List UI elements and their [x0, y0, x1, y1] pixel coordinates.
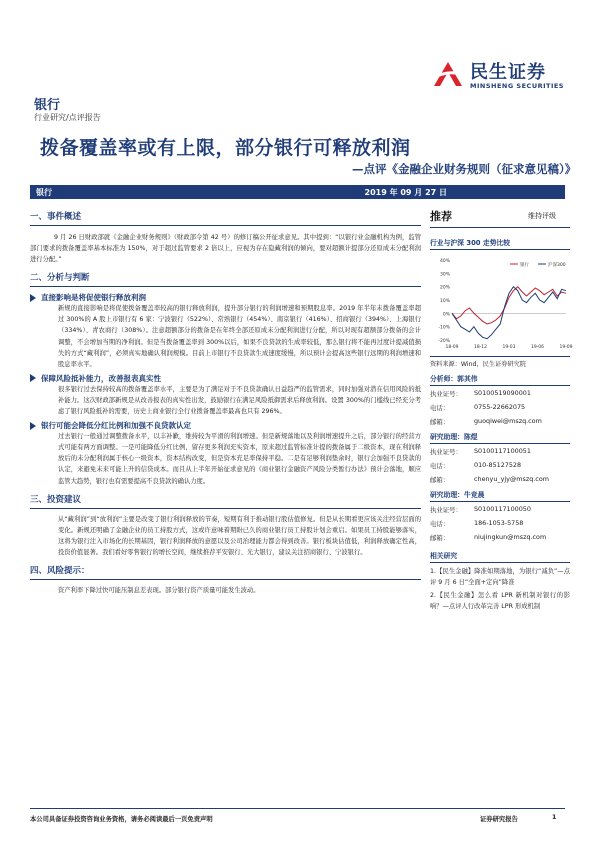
divider [30, 579, 421, 580]
x-tick-label: 18-09 [445, 345, 459, 350]
related-item[interactable]: 1.【民生金融】降准如期落地，为银行“减负”—点评 9 月 6 日“全面+定向”降准 [430, 568, 570, 587]
logo [430, 56, 570, 94]
analyst-card [430, 431, 570, 486]
related-item[interactable]: 2.【民生金融】怎么看 LPR 新机制对银行的影响？—点评人行改革完善 LPR 形成机制 [430, 592, 570, 611]
mail-row[interactable]: 邮箱： guoqiwei@mszq.com [430, 417, 542, 426]
analyst-card [430, 373, 570, 428]
paragraph: 新规的直接影响是将促使拨备覆盖率较高的银行释放利润，提升部分银行的利润增速和预期股息率。2019 年半年末拨备覆盖率超过 300%的 A 股上市银行有 6 家：宁波银行（522%）、常熟银行（454%）、南京银行（416%）、招商银行（394%）、上海银行（334%）、青农商行（308%）。注意超额部分的拨备是在年终全部还原成未分配利润进行分配，所以对现有超额部分拨备的会计调整，不会增加当期的净利润。但是当拨备覆盖率到 300%以后，如果不良贷款的生成率较低，那么银行将不能再过度计提减值损失的方式“藏利润”，必须真实地确认利润规模。目前上市银行不良贷款生成速度缓慢，所以预计会提高这些银行远期的利润增速和股息率水平。 [58, 305, 421, 368]
subsection-heading: 直接影响是将促使银行释放利润 [30, 292, 421, 303]
y-tick-label: 40% [439, 259, 450, 264]
series-line-0 [452, 287, 566, 324]
y-tick-label: -10% [438, 325, 450, 331]
mail-row[interactable]: 邮箱： niujingkun@mszq.com [430, 533, 547, 542]
footer-disclaimer: 本公司具备证券投资咨询业务资格，请务必阅读最后一页免责声明 [30, 816, 213, 823]
triangle-bullet-icon [30, 374, 36, 382]
page-number: 1 [552, 814, 557, 821]
logo-en: MINSHENG SECURITIES [470, 82, 564, 90]
subsector-label: 行业研究/点评报告 [34, 113, 101, 122]
sidebar [430, 208, 573, 612]
y-tick-label: 10% [439, 299, 450, 304]
divider [30, 508, 421, 509]
analyst-role: 分析师：郭其伟 [430, 373, 570, 386]
y-tick-label: -20% [438, 339, 450, 344]
rating-box [430, 208, 570, 228]
tel-row: 电话： 0755-22662075 [430, 403, 526, 412]
section-heading: 三、投资建议 [30, 494, 82, 505]
x-tick-label: 19-03 [502, 345, 516, 350]
info-bar [30, 185, 565, 199]
divider [30, 286, 421, 287]
cert-row: 执业证号： S0100117100051 [430, 447, 531, 456]
subsection-heading: 银行可能会降低分红比例和加强不良贷款认定 [30, 420, 421, 431]
legend-label: 沪深300 [548, 263, 566, 268]
paragraph: 从“藏利润”到“放利润”主要是改变了银行利润释放的节奏，短期有利于推动银行股估值修复。但是从长期看更应该关注经营层面的变化。新规还明确了金融企业的员工持股方式，这或许意味着期盼已久的商业银行员工持股计划会重启。如果员工持股能够落实，这将为银行注入市场化的长期基因，银行利润释放的意愿以及公司治理能力都会得到改善。银行板块估值低，利润释放确定性高，投资价值显著。我们看好零售银行的增长空间，继续推荐平安银行、光大银行，建议关注招商银行、宁波银行。 [58, 515, 421, 556]
analyst-list [430, 373, 570, 544]
tel-row: 电话： 186-1053-5758 [430, 519, 524, 528]
x-tick-label: 18-12 [473, 345, 488, 350]
trend-chart [430, 254, 573, 354]
triangle-bullet-icon [30, 294, 36, 302]
report-date: 2019 年 09 月 27 日 [364, 188, 447, 197]
divider [30, 225, 421, 226]
rating-label: 推荐 [430, 210, 452, 223]
footer-rule [30, 808, 565, 809]
chart-source: 资料来源：Wind，民生证券研究院 [430, 356, 570, 368]
paragraph: 过去银行一般通过调整拨备水平，以丰补歉，维持较为平滑的利润增速。但是新规落地以及利润增速提升之后，部分银行的经营方式可能有两方面调整。一是可能降低分红比例，留存更多利润充实资本，原来超过监管标准计提的拨备属于二级资本，现在利润释放后的未分配利润属于核心一级资本，资本结构改变，但是资本充足率保持平稳。二是有足够利润垫余时，银行会加强不良贷款的认定，来避免未来可能上升的信贷成本。而且从上半年开始征求意见的《商业银行金融资产风险分类暂行办法》预计会落地，顺应监管大趋势，银行也有需要提高不良贷款的确认力度。 [58, 433, 421, 485]
paragraph: 9 月 26 日财政部就《金融企业财务规则》（财政部令第 42 号）的修订稿公开征求意见。其中提到：“以银行业金融机构为例，监管部门要求的拨备覆盖率基本标准为 150%，对于超过监管要求 2 倍以上，应视为存在隐藏利润的倾向，要对超额计提部分还原成未分配利润进行分配。” [30, 234, 421, 264]
analyst-role: 研究助理：牛竞晨 [430, 489, 570, 502]
analyst-role: 研究助理：陈煜 [430, 431, 570, 444]
related-heading: 相关研究 [430, 550, 570, 563]
rating-value: 维持评级 [528, 212, 556, 220]
info-bar-sector: 银行 [36, 188, 52, 197]
y-tick-label: 0% [442, 312, 450, 318]
section-heading: 一、事件概述 [30, 212, 82, 222]
y-tick-label: 30% [439, 272, 450, 278]
tel-row: 电话： 010-85127528 [430, 461, 522, 470]
logo-cn: 民生证券 [470, 62, 546, 83]
cert-row: 执业证号： S0100117100050 [430, 505, 531, 514]
paragraph: 很多银行过去保持较高的拨备覆盖率水平，主要是为了满足对于不良贷款确认日益趋严的监管需求，同时加强对潜在信用风险的抵补能力。这次财政部新规是从改善报表的真实性出发，鼓励银行在满足风险抵御需求后释放利润。设置 300%的门槛线已经充分考虑了银行风险抵补的需要，历史上商业银行全行业拨备覆盖率最高也只有 296%。 [58, 385, 421, 416]
paragraph: 资产利率下降过快可能压制息差表现。部分银行资产质量可能发生波动。 [58, 586, 260, 594]
sector-label: 银行 [34, 98, 61, 113]
legend-label: 银行 [520, 263, 529, 268]
x-tick-label: 19-09 [559, 345, 573, 350]
section-heading: 二、分析与判断 [30, 273, 90, 284]
section-heading: 四、风险提示： [30, 565, 90, 576]
footer-report-type: 证券研究报告 [480, 816, 518, 823]
chart-title: 行业与沪深 300 走势比较 [430, 237, 570, 250]
main-column [30, 208, 421, 596]
series-line-1 [452, 287, 566, 339]
mail-row[interactable]: 邮箱： chenyu_yjy@mszq.com [430, 475, 549, 484]
subsection-heading: 保障风险抵补能力，改善报表真实性 [30, 373, 421, 384]
x-tick-label: 19-06 [530, 345, 545, 350]
triangle-bullet-icon [30, 422, 36, 430]
page-title: 拨备覆盖率或有上限，部分银行可释放利润 [40, 137, 411, 159]
minsheng-logo-icon [430, 58, 466, 92]
cert-row: 执业证号： S0100519090001 [430, 389, 531, 398]
page-subtitle: —点评《金融企业财务规则（征求意见稿）》 [352, 162, 577, 176]
y-tick-label: 20% [439, 285, 450, 291]
analyst-card [430, 489, 570, 544]
